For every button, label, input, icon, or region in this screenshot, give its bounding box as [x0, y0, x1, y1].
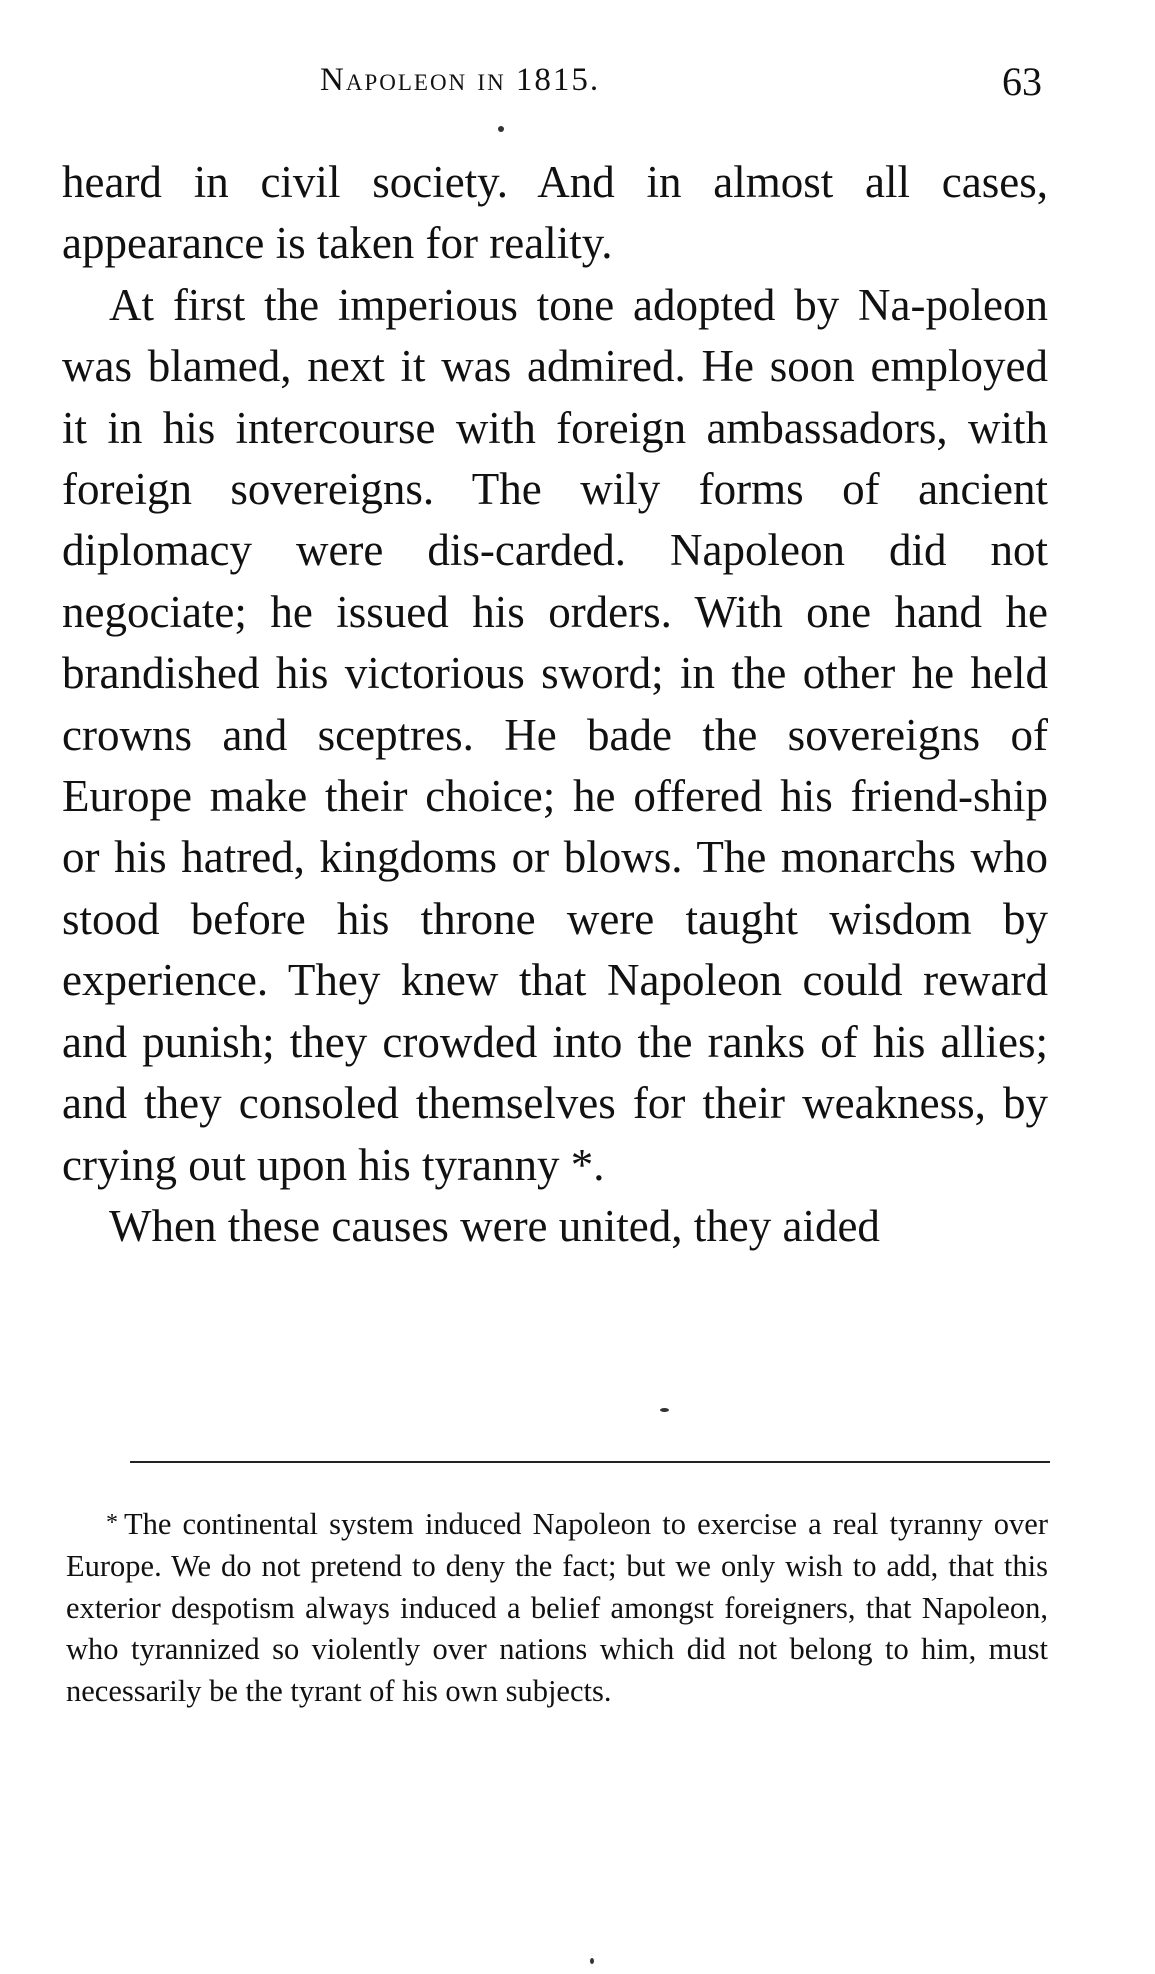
paragraph-imperious-tone: At first the imperious tone adopted by Na-poleon was blamed, next it was admired. He soon employed it in his intercourse with foreign ambassadors, with foreign sovereigns. The wily forms of ancient diplomacy were dis-carded. Napoleon did not negociate; he issued his orders. With one hand he brandished his victorious sword; in the other he held crowns and sceptres. He bade the sovereigns of Europe make their choice; he offered his friend-ship or his hatred, kingdoms or blows. The monarchs who stood before his throne were taught wisdom by experience. They knew that Napoleon could reward and punish; they crowded into the ranks of his allies; and they consoled themselves for their weakness, by crying out upon his tyranny *. — [62, 279, 1048, 1190]
paragraph-causes-united: When these causes were united, they aided — [109, 1200, 880, 1251]
page-header — [60, 59, 1050, 112]
print-speck — [590, 1958, 594, 1964]
footnote — [66, 1503, 1048, 1713]
body-text — [62, 152, 1048, 1257]
print-speck — [660, 1408, 669, 1412]
footnote-rule — [130, 1461, 1050, 1463]
paragraph-continuation: heard in civil society. And in almost all cases, appearance is taken for reality. — [62, 157, 1048, 269]
footnote-text: The continental system induced Napoleon to exercise a real tyranny over Europe. We do not pretend to deny the fact; but we only wish to add, that this exterior despotism always induced a belief amongst foreigners, that Napoleon, who tyrannized so violently over nations which did not belong to him, must necessarily be the tyrant of his own subjects. — [66, 1507, 1048, 1709]
print-speck — [498, 126, 504, 132]
page-number: 63 — [1002, 59, 1042, 104]
running-title: Napoleon in 1815. — [320, 62, 601, 98]
footnote-paragraph — [66, 1503, 1048, 1713]
footnote-marker: * — [106, 1510, 118, 1536]
